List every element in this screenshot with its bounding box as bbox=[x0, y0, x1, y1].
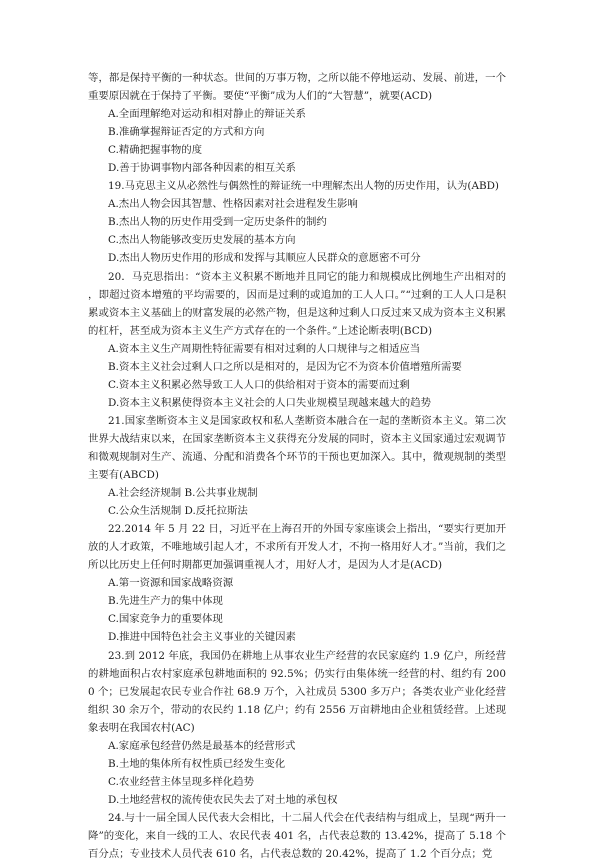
question-stem: 22.2014 年 5 月 22 日，习近平在上海召开的外国专家座谈会上指出，“要实行更加开放的人才政策，不唯地域引起人才，不求所有开发人才，不拘一格用好人才。”当前，我们之所以比历史上任何时期都更加强调重视人才，用好人才，是因为人才是(ACD) bbox=[88, 523, 506, 572]
option-c: C.杰出人物能够改变历史发展的基本方向 bbox=[108, 234, 296, 247]
option-d: D.善于协调事物内部各种因素的相互关系 bbox=[108, 162, 296, 175]
question-20 bbox=[88, 268, 506, 412]
option-b: B.准确掌握辩证否定的方式和方向 bbox=[108, 126, 265, 139]
option-d: D.资本主义积累使得资本主义社会的人口失业规模呈现越来越大的趋势 bbox=[108, 396, 431, 409]
option-ab: A.社会经济规制 B.公共事业规制 bbox=[108, 487, 258, 500]
option-b: B.土地的集体所有权性质已经发生变化 bbox=[108, 757, 286, 770]
option-a: A.杰出人物会因其智慧、性格因素对社会进程发生影响 bbox=[108, 198, 358, 211]
question-19 bbox=[88, 177, 506, 267]
question-stem: 20．马克思指出：“资本主义积累不断地并且同它的能力和规模成比例地生产出相对的，即超过资本增殖的平均需要的，因而是过剩的或追加的工人人口。”“过剩的工人人口是积累或资本主义基础上的财富发展的必然产物，但是这种过剩人口反过来又成为资本主义积累的杠杆，甚至成为资本主义生产方式存在的一个条件。”上述论断表明(BCD) bbox=[88, 270, 506, 337]
question-stem: 23.到 2012 年底，我国仍在耕地上从事农业生产经营的农民家庭约 1.9 亿户，所经营的耕地面积占农村家庭承包耕地面积的 92.5%；仍实行由集体统一经营的村、组约有 2000 个；已发展起农民专业合作社 68.9 万个，入社成员 5300 多万户；各类农业产业化经营组织 30 余万个，带动的农民约 1.18 亿户；约有 2556 万亩耕地由企业租赁经营。上述现象表明在我国农村(AC) bbox=[88, 649, 506, 734]
question-21 bbox=[88, 412, 506, 520]
option-c: C.农业经营主体呈现多样化趋势 bbox=[108, 775, 254, 788]
option-a: A.第一资源和国家战略资源 bbox=[108, 577, 234, 590]
option-b: B.杰出人物的历史作用受到一定历史条件的制约 bbox=[108, 216, 327, 229]
option-c: C.精确把握事物的度 bbox=[108, 144, 203, 157]
question-22 bbox=[88, 520, 506, 646]
question-stem: 21.国家垄断资本主义是国家政权和私人垄断资本融合在一起的垄断资本主义。第二次世界大战结束以来，在国家垄断资本主义获得充分发展的同时，资本主义国家通过宏观调节和微观规制对生产、流通、分配和消费各个环节的干预也更加深入。其中，微观规制的类型主要有(ABCD) bbox=[88, 414, 506, 482]
question-stem: 19.马克思主义从必然性与偶然性的辩证统一中理解杰出人物的历史作用，认为(ABD) bbox=[108, 180, 499, 193]
question-24 bbox=[88, 809, 506, 863]
continuation-options bbox=[88, 105, 506, 177]
option-b: B.资本主义社会过剩人口之所以是相对的，是因为它不为资本价值增殖所需要 bbox=[108, 360, 462, 373]
question-stem: 24.与十一届全国人民代表大会相比，十二届人代会在代表结构与组成上，呈现“两升一降”的变化，来自一线的工人、农民代表 401 名，占代表总数的 13.42%，提高了 5.18 个百分点；专业技术人员代表 610 名，占代表总数的 20.42%，提高了 1.2 个百分点；党 bbox=[88, 811, 506, 861]
option-c: C.资本主义积累必然导致工人人口的供给相对于资本的需要而过剩 bbox=[108, 378, 410, 391]
option-c: C.国家竞争力的重要体现 bbox=[108, 613, 223, 626]
document-page bbox=[88, 69, 506, 863]
continuation-stem: 等，都是保持平衡的一种状态。世间的万事万物，之所以能不停地运动、发展、前进，一个重要原因就在于保持了平衡。要使“平衡”成为人们的“大智慧”，就要(ACD) bbox=[88, 72, 506, 103]
option-a: A.家庭承包经营仍然是最基本的经营形式 bbox=[108, 739, 296, 752]
option-d: D.杰出人物历史作用的形成和发挥与其顺应人民群众的意愿密不可分 bbox=[108, 252, 421, 265]
option-a: A.资本主义生产周期性特征需要有相对过剩的人口规律与之相适应当 bbox=[108, 342, 421, 355]
option-a: A.全面理解绝对运动和相对静止的辩证关系 bbox=[108, 108, 306, 121]
option-b: B.先进生产力的集中体现 bbox=[108, 595, 223, 608]
question-23 bbox=[88, 647, 506, 809]
option-cd: C.公众生活规制 D.反托拉斯法 bbox=[108, 505, 248, 518]
option-d: D.土地经营权的流传使农民失去了对土地的承包权 bbox=[108, 793, 338, 806]
option-d: D.推进中国特色社会主义事业的关键因素 bbox=[108, 631, 296, 644]
